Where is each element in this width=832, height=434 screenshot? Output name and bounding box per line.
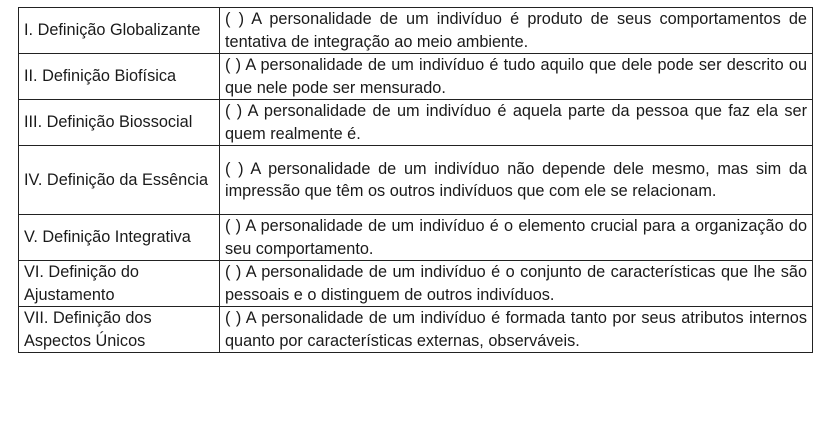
table-row (19, 307, 813, 353)
table-row (19, 54, 813, 100)
statement-cell: ( ) A personalidade de um indivíduo é tudo aquilo que dele pode ser descrito ou que nele pode ser mensurado. (220, 54, 813, 100)
statement-cell: ( ) A personalidade de um indivíduo é o conjunto de características que lhe são pessoais e o distinguem de outros indivíduos. (220, 261, 813, 307)
table-row (19, 100, 813, 146)
table-row (19, 146, 813, 215)
definition-cell: II. Definição Biofísica (19, 54, 220, 100)
table-row (19, 8, 813, 54)
definition-cell: I. Definição Globalizante (19, 8, 220, 54)
definition-cell: V. Definição Integrativa (19, 215, 220, 261)
definition-cell: IV. Definição da Essência (19, 146, 220, 215)
statement-cell: ( ) A personalidade de um indivíduo é formada tanto por seus atributos internos quanto por características externas, observáveis. (220, 307, 813, 353)
definition-cell: VII. Definição dos Aspectos Únicos (19, 307, 220, 353)
table-row (19, 215, 813, 261)
statement-cell: ( ) A personalidade de um indivíduo é produto de seus comportamentos de tentativa de integração ao meio ambiente. (220, 8, 813, 54)
definition-cell: III. Definição Biossocial (19, 100, 220, 146)
definitions-matching-table (18, 7, 813, 353)
table-row (19, 261, 813, 307)
statement-cell: ( ) A personalidade de um indivíduo é o elemento crucial para a organização do seu comportamento. (220, 215, 813, 261)
definition-cell: VI. Definição do Ajustamento (19, 261, 220, 307)
statement-cell: ( ) A personalidade de um indivíduo é aquela parte da pessoa que faz ela ser quem realmente é. (220, 100, 813, 146)
statement-cell: ( ) A personalidade de um indivíduo não depende dele mesmo, mas sim da impressão que têm os outros indivíduos que com ele se relacionam. (220, 146, 813, 215)
